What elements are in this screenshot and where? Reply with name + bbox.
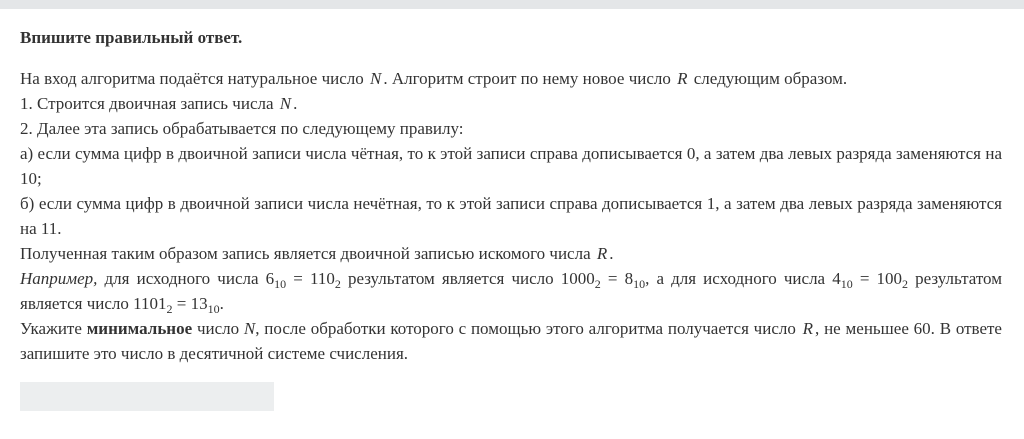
top-bar xyxy=(0,0,1024,9)
task-rule-a: а) если сумма цифр в двоичной записи числа чётная, то к этой записи справа дописывается 0, а затем два левых разряда заменяются на 10; xyxy=(20,144,1002,188)
task-content xyxy=(20,27,1002,366)
task-step-1: 1. Строится двоичная запись числа N . xyxy=(20,94,298,113)
task-example: Например, для исходного числа $6_{10} = 110_2$ результатом является число $1000_2 = 8_{10}$, а для исходного числа $4_{10} = 100_2$ результатом является число $1101_2 = 13_{10}$. xyxy=(20,269,1002,316)
answer-input[interactable] xyxy=(20,382,274,411)
task-rule-b: б) если сумма цифр в двоичной записи числа нечётная, то к этой записи справа дописывается 1, а затем два левых разряда заменяются на 11. xyxy=(20,194,1002,238)
task-question: Укажите минимальное число N, после обработки которого с помощью этого алгоритма получается число R , не меньшее 60. В ответе запишите это число в десятичной системе счисления. xyxy=(20,319,1002,363)
task-step-2: 2. Далее эта запись обрабатывается по следующему правилу: xyxy=(20,119,464,138)
task-intro: На вход алгоритма подаётся натуральное число N . Алгоритм строит по нему новое число R следующим образом. xyxy=(20,69,848,88)
task-instruction: Впишите правильный ответ. xyxy=(20,28,243,47)
task-result: Полученная таким образом запись является двоичной записью искомого числа R . xyxy=(20,244,614,263)
